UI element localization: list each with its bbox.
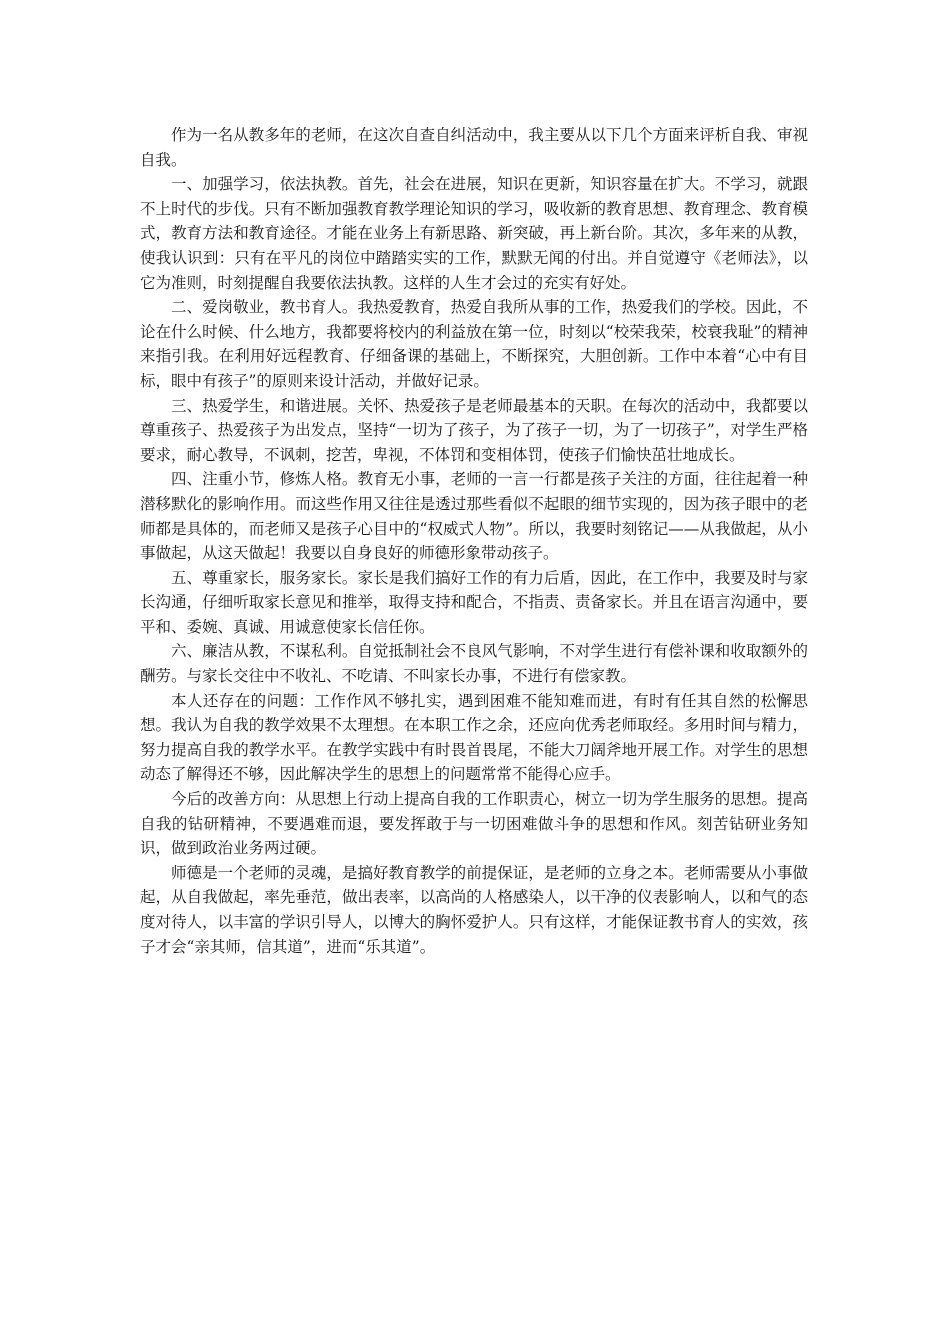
- paragraph-intro: 作为一名从教多年的老师，在这次自查自纠活动中，我主要从以下几个方面来评析自我、审视自我。: [140, 126, 808, 169]
- paragraph-conclusion: 师德是一个老师的灵魂，是搞好教育教学的前提保证，是老师的立身之本。老师需要从小事做起，从自我做起，率先垂范，做出表率，以高尚的人格感染人，以干净的仪表影响人，以和气的态度对待人，以丰富的学识引导人，以博大的胸怀爱护人。只有这样，才能保证教书育人的实效，孩子才会“亲其师，信其道”，进而“乐其道”。: [140, 863, 808, 956]
- document-body: [140, 123, 808, 959]
- paragraph-section-3: 三、热爱学生，和谐进展。关怀、热爱孩子是老师最基本的天职。在每次的活动中，我都要以尊重孩子、热爱孩子为出发点，坚持“一切为了孩子，为了孩子一切，为了一切孩子”，对学生严格要求，耐心教导，不讽刺，挖苦，卑视，不体罚和变相体罚，使孩子们愉快茁壮地成长。: [140, 396, 808, 464]
- paragraph-section-4: 四、注重小节，修炼人格。教育无小事，老师的一言一行都是孩子关注的方面，往往起着一种潜移默化的影响作用。而这些作用又往往是透过那些看似不起眼的细节实现的，因为孩子眼中的老师都是具体的，而老师又是孩子心目中的“权威式人物”。所以，我要时刻铭记——从我做起，从小事做起，从这天做起！我要以自身良好的师德形象带动孩子。: [140, 470, 808, 563]
- paragraph-section-6: 六、廉洁从教，不谋私利。自觉抵制社会不良风气影响，不对学生进行有偿补课和收取额外的酬劳。与家长交往中不收礼、不吃请、不叫家长办事，不进行有偿家教。: [140, 642, 808, 686]
- paragraph-section-2: 二、爱岗敬业，教书育人。我热爱教育，热爱自我所从事的工作，热爱我们的学校。因此，不论在什么时候、什么地方，我都要将校内的利益放在第一位，时刻以“校荣我荣，校衰我耻”的精神来指引我。在利用好远程教育、仔细备课的基础上，不断探究，大胆创新。工作中本着“心中有目标，眼中有孩子”的原则来设计活动，并做好记录。: [140, 298, 808, 390]
- paragraph-section-5: 五、尊重家长，服务家长。家长是我们搞好工作的有力后盾，因此，在工作中，我要及时与家长沟通，仔细听取家长意见和推举，取得支持和配合，不指责、责备家长。并且在语言沟通中，要平和、委婉、真诚、用诚意使家长信任你。: [140, 568, 808, 636]
- paragraph-problems: 本人还存在的问题：工作作风不够扎实，遇到困难不能知难而进，有时有任其自然的松懈思想。我认为自我的教学效果不太理想。在本职工作之余，还应向优秀老师取经。多用时间与精力，努力提高自我的教学水平。在教学实践中有时畏首畏尾，不能大刀阔斧地开展工作。对学生的思想动态了解得还不够，因此解决学生的思想上的问题常常不能得心应手。: [140, 691, 808, 784]
- paragraph-improvement: 今后的改善方向：从思想上行动上提高自我的工作职责心，树立一切为学生服务的思想。提高自我的钻研精神，不要遇难而退，要发挥敢于与一切困难做斗争的思想和作风。刻苦钻研业务知识，做到政治业务两过硬。: [140, 790, 808, 858]
- paragraph-section-1: 一、加强学习，依法执教。首先，社会在进展，知识在更新，知识容量在扩大。不学习，就跟不上时代的步伐。只有不断加强教育教学理论知识的学习，吸收新的教育思想、教育理念、教育模式，教育方法和教育途径。才能在业务上有新思路、新突破，再上新台阶。其次，多年来的从教，使我认识到：只有在平凡的岗位中踏踏实实的工作，默默无闻的付出。并自觉遵守《老师法》，以它为准则，时刻提醒自我要依法执教。这样的人生才会过的充实有好处。: [140, 175, 808, 292]
